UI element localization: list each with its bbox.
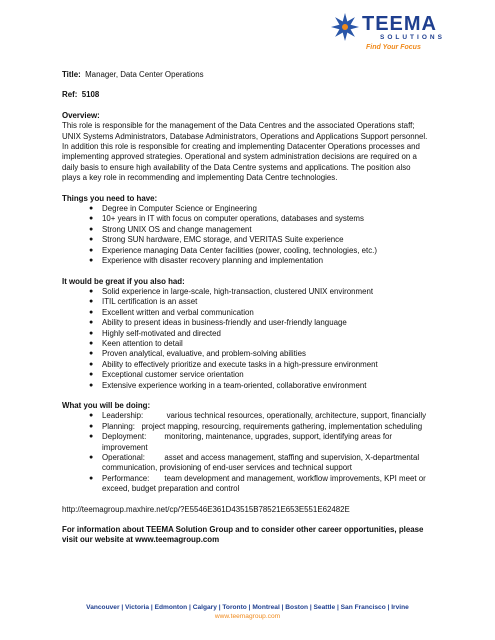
overview-line: In addition this role is responsible for creating and implementing Datacenter Operations processes and — [62, 142, 420, 152]
bullet-icon: ● — [89, 257, 94, 265]
logo-subtitle: SOLUTIONS — [380, 34, 445, 41]
footer-website-link[interactable]: www.teemagroup.com — [214, 613, 281, 620]
great-heading: It would be great if you also had: — [62, 276, 185, 286]
logo-tagline: Find Your Focus — [366, 44, 421, 51]
list-item: ● Ability to effectively prioritize and execute tasks in a high-pressure environment — [89, 359, 378, 369]
great-list — [62, 287, 452, 391]
list-item: ● Performance: team development and management, workflow improvements, KPI meet or exceed, budget preparation and control — [89, 473, 426, 494]
overview-line: daily basis to ensure high availability of the Data Centre systems and applications. The position also — [62, 162, 411, 172]
bullet-icon: ● — [89, 454, 94, 461]
list-item: ● Highly self-motivated and directed — [89, 328, 221, 338]
list-item: ● Deployment: monitoring, maintenance, upgrades, support, identifying areas for improvement — [89, 432, 393, 452]
closing-line: For information about TEEMA Solution Group and to consider other career opportunities, please — [62, 525, 424, 535]
list-item: ● Operational: asset and access management, staffing and supervision, X-departmental communication, provisioning of end-user services and technical support — [89, 453, 420, 473]
bullet-icon: ● — [89, 381, 94, 389]
overview-line: This role is responsible for the management of the Data Centres and the associated Operations staff; — [62, 121, 415, 131]
ref-value: 5108 — [81, 90, 100, 100]
bullet-icon: ● — [89, 225, 94, 233]
list-item: ● Planning: project mapping, resourcing, requirements gathering, implementation scheduling — [89, 421, 423, 431]
list-item: ● Proven analytical, evaluative, and problem-solving abilities — [89, 349, 306, 359]
bullet-icon: ● — [89, 319, 94, 327]
list-item: ● Keen attention to detail — [89, 338, 183, 348]
teema-logo — [330, 12, 480, 52]
list-item: ● Experience managing Data Center facilities (power, cooling, technologies, etc.) — [89, 245, 378, 255]
list-item: ● Solid experience in large-scale, high-transaction, clustered UNIX environment — [89, 286, 374, 296]
doing-heading: What you will be doing: — [62, 400, 151, 410]
footer-cities: Vancouver | Victoria | Edmonton | Calgary | Toronto | Montreal | Boston | Seattle | San Francisco | Irvine — [86, 604, 409, 611]
need-heading: Things you need to have: — [62, 193, 158, 203]
list-item: ● Leadership: various technical resources, operationally, architecture, support, financially — [89, 411, 427, 421]
logo-brand: TEEMA — [362, 13, 437, 35]
list-item: ● Ability to present ideas in business-friendly and user-friendly language — [89, 318, 347, 328]
ref-line — [62, 90, 452, 100]
list-item: ● Excellent written and verbal communication — [89, 307, 254, 317]
list-item: ● ITIL certification is an asset — [89, 297, 198, 307]
list-item: ● Experience with disaster recovery planning and implementation — [89, 256, 324, 266]
application-url[interactable]: http://teemagroup.maxhire.net/cp/?E5546E361D43515B78521E653E551E62482E — [62, 504, 350, 514]
bullet-icon: ● — [89, 329, 94, 337]
overview-text — [62, 121, 452, 183]
bullet-icon: ● — [89, 287, 94, 295]
page-footer — [0, 604, 495, 620]
bullet-icon: ● — [89, 339, 94, 347]
bullet-icon: ● — [89, 205, 94, 213]
list-item: ● 10+ years in IT with focus on computer operations, databases and systems — [89, 214, 364, 224]
list-item: ● Exceptional customer service orientation — [89, 370, 244, 380]
ref-label: Ref: — [62, 90, 78, 100]
bullet-icon: ● — [89, 360, 94, 368]
bullet-icon: ● — [89, 308, 94, 316]
bullet-icon: ● — [89, 350, 94, 358]
overview-line: implementing approved strategies. Operational and system administration decisions are required on a — [62, 152, 417, 162]
closing-text — [62, 525, 452, 546]
list-item: ● Strong UNIX OS and change management — [89, 224, 252, 234]
bullet-icon: ● — [89, 236, 94, 244]
bullet-icon: ● — [89, 422, 94, 430]
list-item: ● Strong SUN hardware, EMC storage, and VERITAS Suite experience — [89, 235, 344, 245]
job-posting — [62, 70, 452, 546]
doing-list — [62, 411, 452, 494]
need-list — [62, 204, 452, 266]
overview-heading: Overview: — [62, 110, 100, 120]
overview-line: plays a key role in recommending and implementing Data Centre technologies. — [62, 173, 338, 183]
bullet-icon: ● — [89, 433, 94, 441]
star-burst-icon — [330, 12, 360, 42]
closing-line: visit our website at www.teemagroup.com — [62, 535, 220, 545]
bullet-icon: ● — [89, 215, 94, 223]
overview-line: UNIX Systems Administrators, Database Administrators, Operations and Applications Support personnel. — [62, 131, 428, 141]
title-label: Title: — [62, 70, 81, 79]
bullet-icon: ● — [89, 371, 94, 379]
list-item: ● Extensive experience working in a team-oriented, collaborative environment — [89, 380, 367, 390]
bullet-icon: ● — [89, 246, 94, 254]
bullet-icon: ● — [89, 412, 94, 420]
bullet-icon: ● — [89, 298, 94, 306]
list-item: ● Degree in Computer Science or Engineering — [89, 204, 257, 214]
title-line — [62, 70, 452, 80]
title-value: Manager, Data Center Operations — [85, 70, 204, 79]
bullet-icon: ● — [89, 474, 94, 482]
